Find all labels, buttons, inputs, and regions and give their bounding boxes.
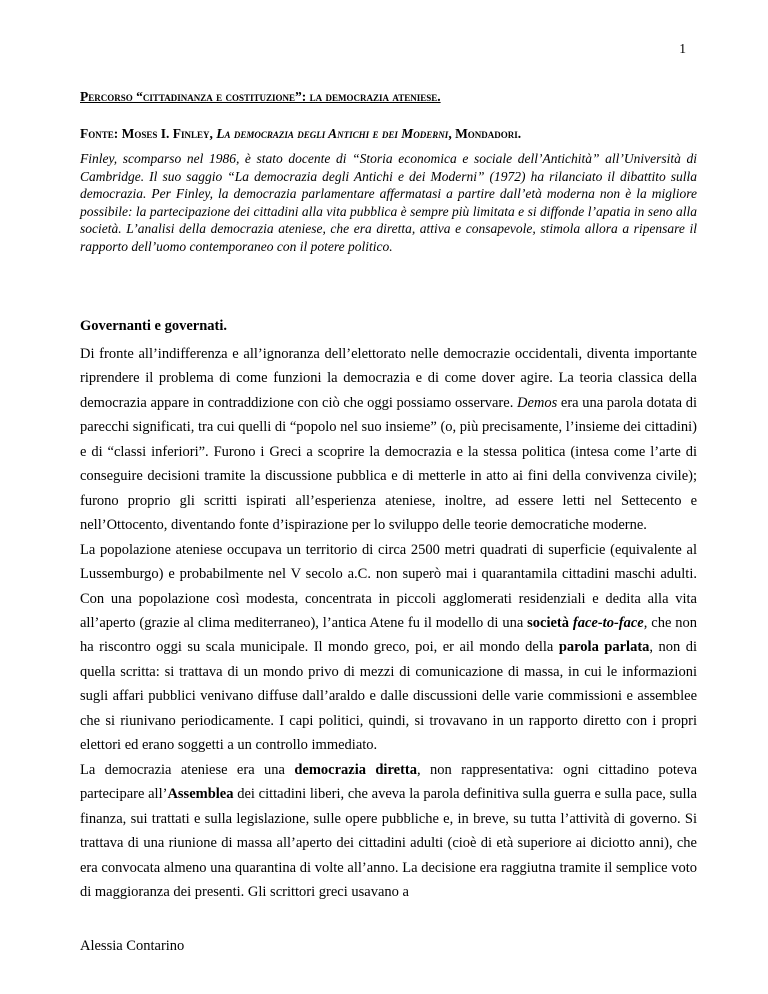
footer-author: Alessia Contarino (80, 938, 185, 954)
assemblea-term: Assemblea (167, 786, 234, 803)
p1-text-b: era una parola dotata di parecchi significati, tra cui quelli di “popolo nel suo insieme” (o, più precisamente, l’insieme dei cittadini) e di “classi inferiori”. Furono i Greci a scoprire la democrazia e la stessa politica (intesa come l’arte di conseguire decisioni tramite la discussione pubblica e di metterle in atto ai fini della convivenza civile); furono proprio gli scritti ispirati all’esperienza ateniese, inoltre, ad essere letti nel Settecento e nell’Ottocento, diventando fonte d’ispirazione per lo sviluppo delle teorie democratiche moderne. (80, 394, 698, 534)
demos-term: Demos (516, 394, 558, 411)
section-title: Governanti e governati. (80, 318, 227, 334)
paragraph-1 (80, 342, 697, 538)
body-text (80, 342, 697, 904)
p1-text-a: Di fronte all’indifferenza e all’ignoranza dell’elettorato nelle democrazie occidentali, diventa importante riprendere il problema di come funzioni la democrazia e di come dover agire. La teoria classica della democrazia appare in contraddizione con ciò che oggi possiamo osservare. (80, 346, 697, 411)
p3-text-a: La democrazia ateniese era una (80, 761, 295, 778)
face-to-face-term: face-to-face (572, 614, 644, 631)
paragraph-2 (80, 538, 697, 758)
intro-paragraph: Finley, scomparso nel 1986, è stato docente di “Storia economica e sociale dell’Antichità” all’Università di Cambridge. Il suo saggio “La democrazia degli Antichi e dei Moderni” (1972) ha rilanciato il dibattito sulla democrazia. Per Finley, la democrazia parlamentare affermatasi a partire dall’età moderna non è la migliore possibile: la partecipazione dei cittadini alla vita pubblica è sempre più limitata e si diffonde l’apatia in seno alla società. L’analisi della democrazia ateniese, che era diretta, attiva e consapevole, stimola allora a ripensare il rapporto dell’uomo contemporaneo con il potere politico. (80, 151, 697, 254)
source-prefix: Fonte: Moses I. Finley, (80, 126, 217, 141)
source-title: La democrazia degli Antichi e dei Moderni (216, 126, 449, 141)
p2-text-c: , non di quella scritta: si trattava di un mondo privo di mezzi di comunicazione di massa, in cui le informazioni sugli affari pubblici venivano diffuse dall’araldo e dalle discussioni delle varie commissioni e assemblee che si riunivano periodicamente. I capi politici, quindi, si trovavano in un rapporto diretto con i propri elettori ed erano soggetti a un controllo immediato. (80, 639, 697, 754)
source-suffix: , Mondadori. (448, 126, 522, 141)
p2-text-a: La popolazione ateniese occupava un territorio di circa 2500 metri quadrati di superficie (equivalente al Lussemburgo) e probabilmente nel V secolo a.C. non superò mai i quarantamila cittadini maschi adulti. Con una popolazione così modesta, concentrata in piccoli agglomerati residenziali e dedita alla vita all’aperto (grazie al clima mediterraneo), l’antica Atene fu il modello di una (80, 541, 697, 631)
source-citation (80, 126, 700, 142)
p3-text-c: dei cittadini liberi, che aveva la parola definitiva sulla guerra e sulla pace, sulla finanza, sui trattati e sulla legislazione, sulle opere pubbliche e, in breve, su tutta l’attività di governo. Si trattava di una riunione di massa all’aperto dei cittadini adulti (cioè di età superiore ai diciotto anni), che era convocata almeno una quarantina di volte all’anno. La decisione era raggiutna tramite il semplice voto di maggioranza dei presenti. Gli scrittori greci usavano a (80, 786, 697, 900)
p3-text-b: , non rappresentativa: ogni cittadino poteva partecipare all’ (80, 761, 697, 803)
document-heading: Percorso “cittadinanza e costituzione”: la democrazia ateniese. (80, 89, 441, 104)
parola-parlata-term: parola parlata (558, 639, 650, 656)
democrazia-diretta-term: democrazia diretta (294, 761, 417, 778)
paragraph-3 (80, 758, 697, 905)
p2-text-b: , che non ha riscontro oggi su scala municipale. Il mondo greco, poi, er ail mondo della (80, 614, 698, 656)
societa-term: società (527, 614, 573, 631)
page-number: 1 (679, 41, 686, 56)
